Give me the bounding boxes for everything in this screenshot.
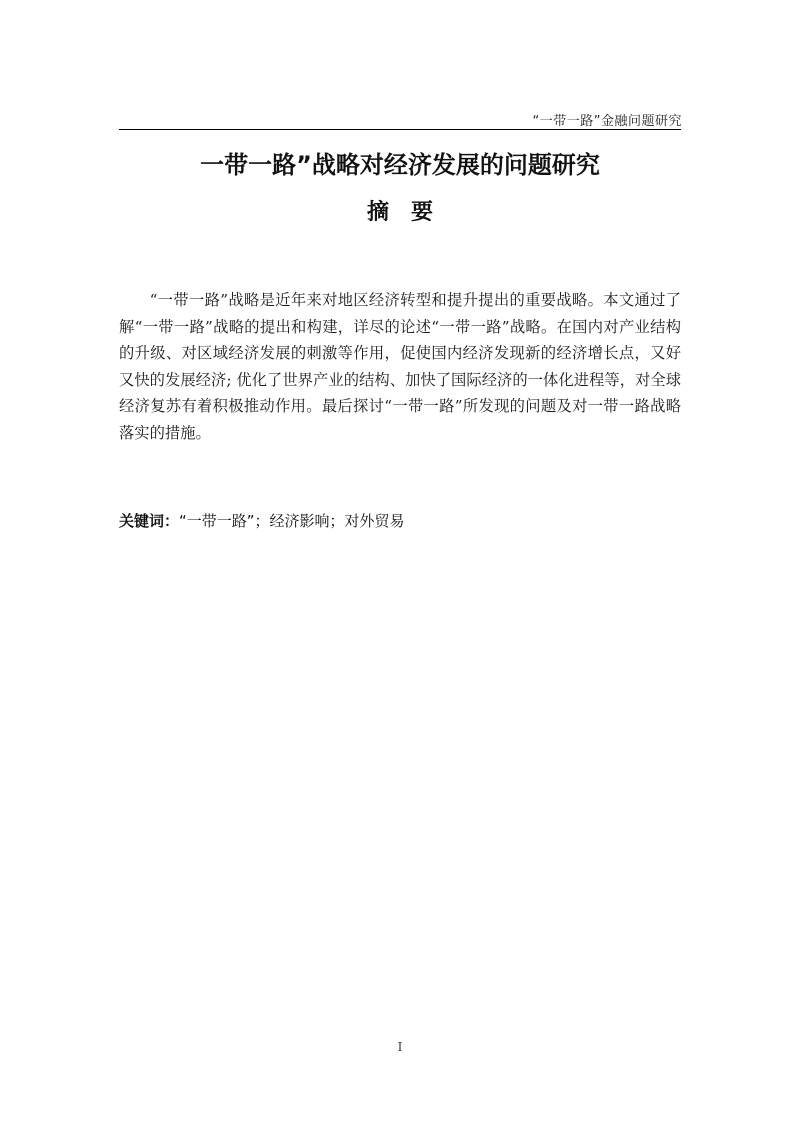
running-header: “一带一路”金融问题研究 xyxy=(532,114,682,129)
document-title: 一带一路”战略对经济发展的问题研究 xyxy=(200,151,600,179)
header-divider xyxy=(119,129,681,130)
abstract-heading: 摘要 xyxy=(366,200,455,225)
keywords-label: 关键词： xyxy=(119,512,180,530)
keywords-values: “一带一路”；经济影响；对外贸易 xyxy=(179,512,405,530)
page-number: I xyxy=(397,1040,403,1054)
abstract-paragraph: “一带一路”战略是近年来对地区经济转型和提升提出的重要战略。本文通过了解“一带一路”战略的提出和构建，详尽的论述“一带一路”战略。在国内对产业结构的升级、对区域经济发展的刺激等作用，促使国内经济发现新的经济增长点，又好又快的发展经济; 优化了世界产业的结构、加快了国际经济的一体化进程等，对全球经济复苏有着积极推动作用。最后探讨“一带一路”所发现的问题及对一带一路战略落实的措施。 xyxy=(119,291,681,442)
keywords-line xyxy=(119,510,681,531)
